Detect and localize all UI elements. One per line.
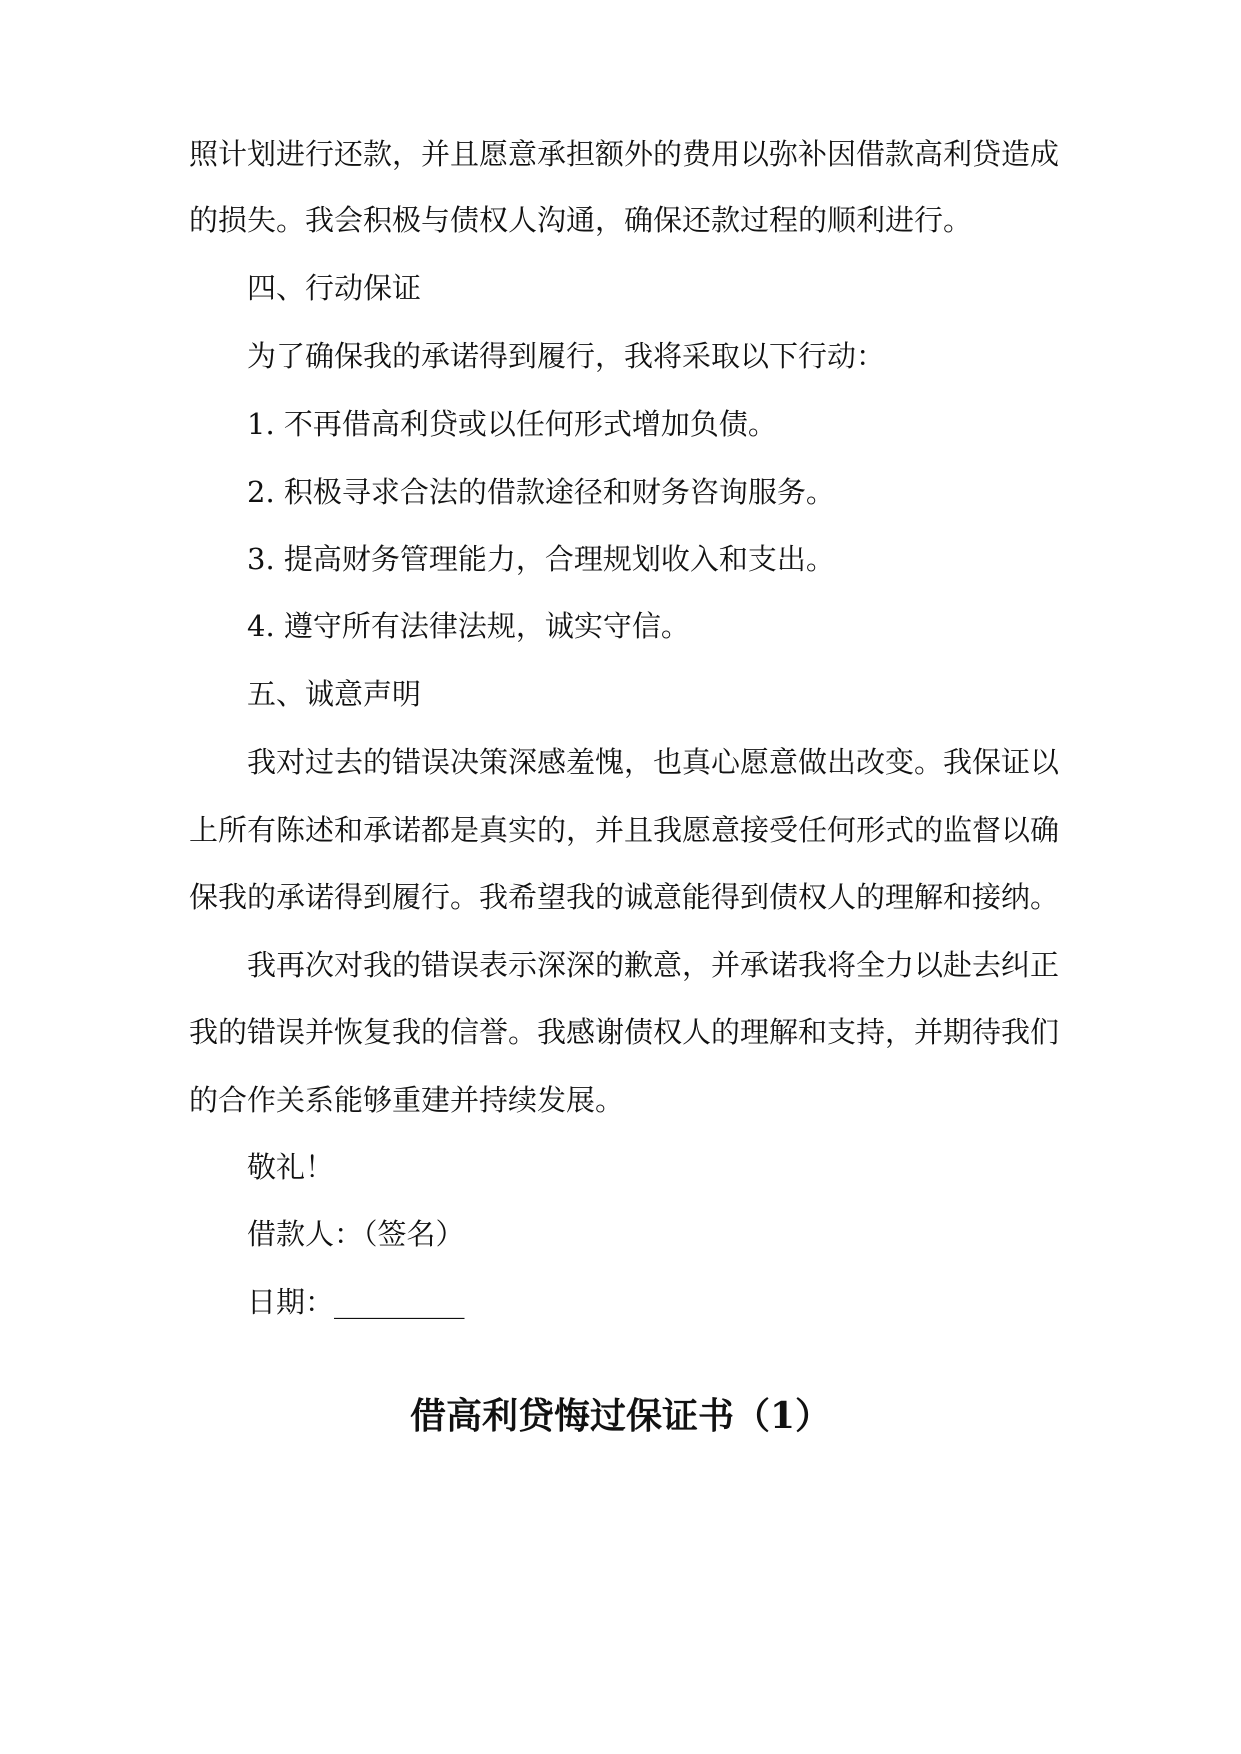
list-item: 2. 积极寻求合法的借款途径和财务咨询服务。 bbox=[247, 475, 835, 509]
body-text-line: 保我的承诺得到履行。我希望我的诚意能得到债权人的理解和接纳。 bbox=[189, 880, 1060, 914]
body-text-line: 上所有陈述和承诺都是真实的，并且我愿意接受任何形式的监督以确 bbox=[189, 813, 1060, 847]
list-item: 1. 不再借高利贷或以任何形式增加负债。 bbox=[247, 407, 777, 441]
list-item: 4. 遵守所有法律法规，诚实守信。 bbox=[247, 609, 690, 643]
body-text-line: 照计划进行还款，并且愿意承担额外的费用以弥补因借款高利贷造成 bbox=[189, 137, 1060, 171]
section-heading: 四、行动保证 bbox=[247, 271, 422, 305]
body-text-line: 我对过去的错误决策深感羞愧，也真心愿意做出改变。我保证以 bbox=[247, 745, 1060, 779]
body-text-line: 我再次对我的错误表示深深的歉意，并承诺我将全力以赴去纠正 bbox=[247, 948, 1060, 982]
list-item: 3. 提高财务管理能力，合理规划收入和支出。 bbox=[247, 542, 835, 576]
closing-salute: 敬礼！ bbox=[247, 1150, 335, 1184]
body-text-line: 的损失。我会积极与债权人沟通，确保还款过程的顺利进行。 bbox=[189, 203, 973, 237]
body-text-line: 我的错误并恢复我的信誉。我感谢债权人的理解和支持，并期待我们 bbox=[189, 1015, 1060, 1049]
section-intro: 为了确保我的承诺得到履行，我将采取以下行动： bbox=[247, 339, 886, 373]
body-text-line: 的合作关系能够重建并持续发展。 bbox=[189, 1083, 625, 1117]
section-heading: 五、诚意声明 bbox=[247, 677, 422, 711]
borrower-signature: 借款人：（签名） bbox=[247, 1217, 465, 1251]
date-line: 日期：_________ bbox=[247, 1285, 465, 1319]
document-title: 借高利贷悔过保证书（1） bbox=[409, 1395, 832, 1437]
